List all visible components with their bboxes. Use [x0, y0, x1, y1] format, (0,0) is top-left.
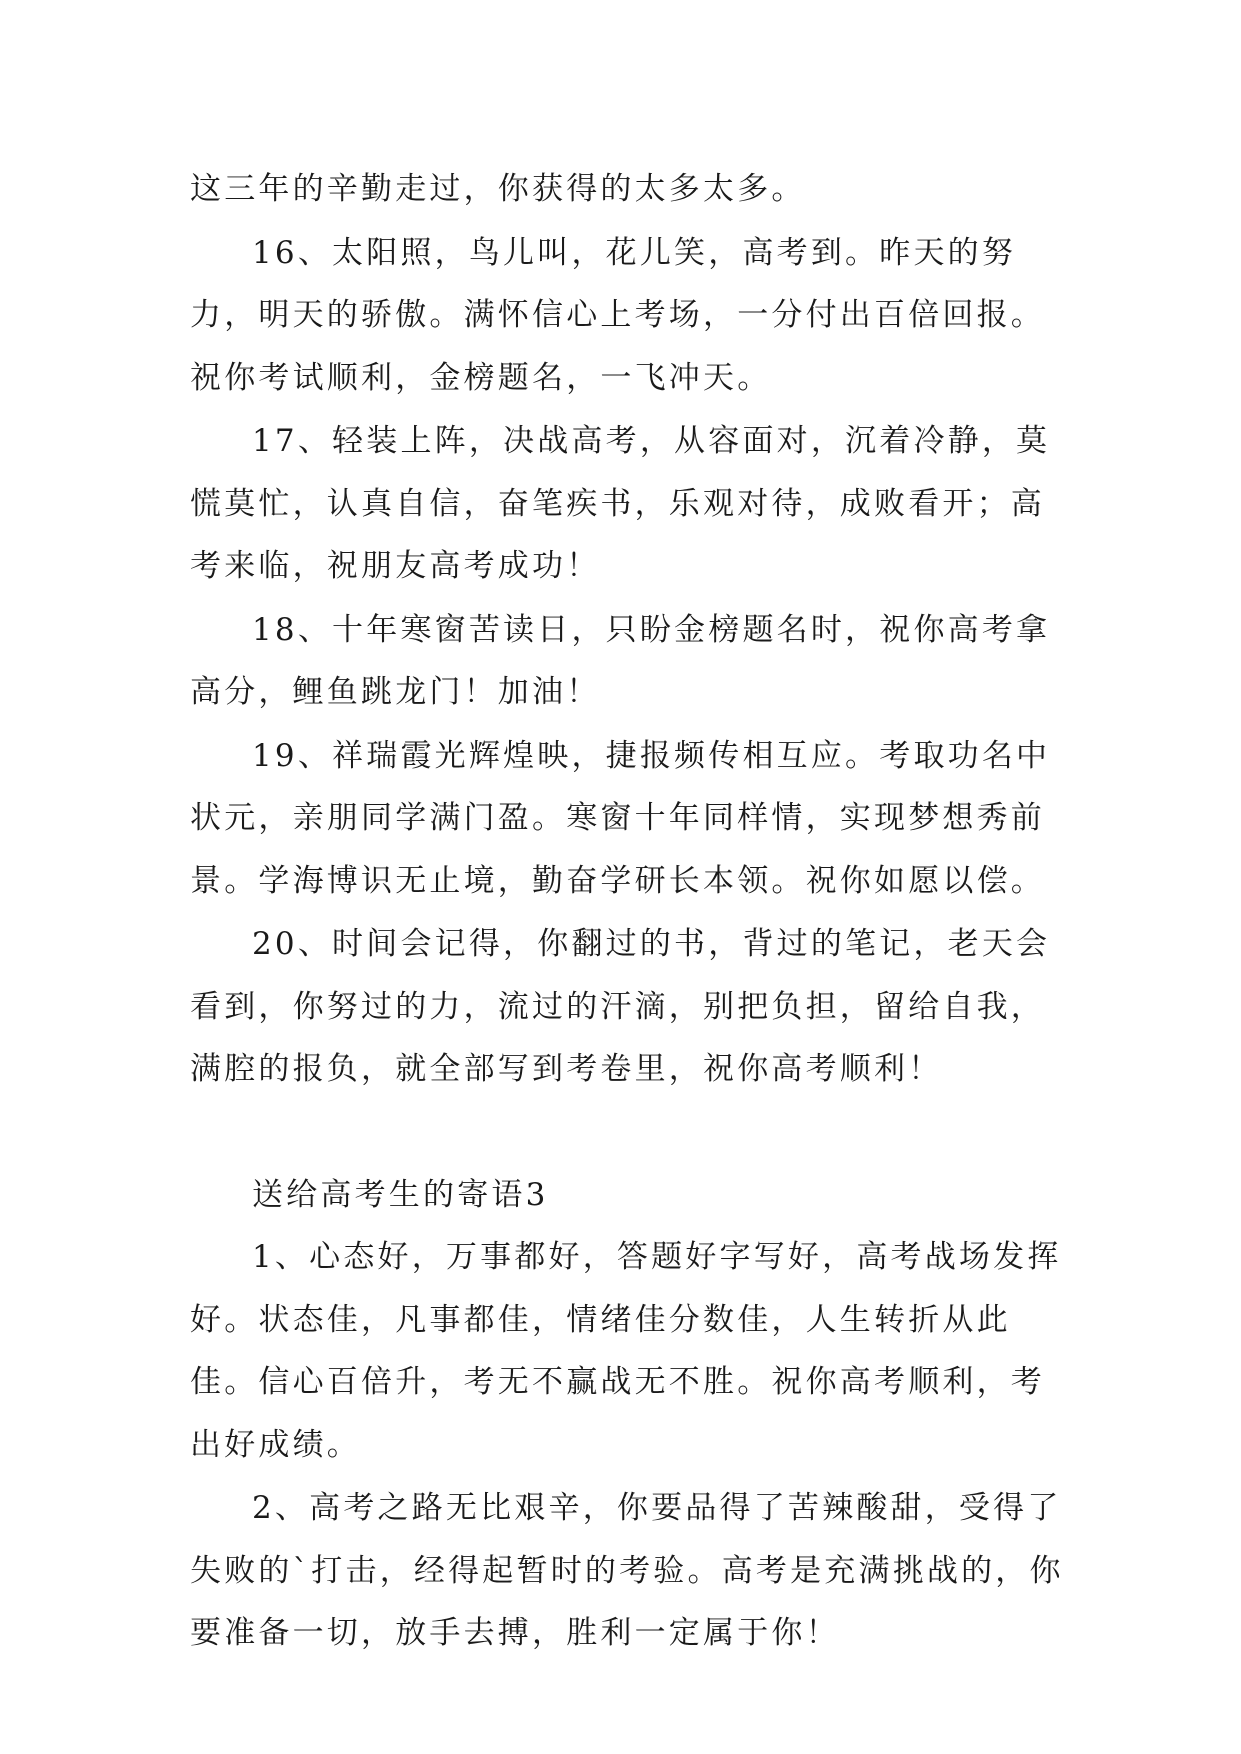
paragraph-item-1: 1、心态好，万事都好，答题好字写好，高考战场发挥好。状态佳，凡事都佳，情绪佳分数佳，人生转折从此佳。信心百倍升，考无不赢战无不胜。祝你高考顺利，考出好成绩。	[190, 1239, 1062, 1463]
paragraph-item-20: 20、时间会记得，你翻过的书，背过的笔记，老天会看到，你努过的力，流过的汗滴，别把负担，留给自我，满腔的报负，就全部写到考卷里，祝你高考顺利！	[190, 926, 1051, 1087]
paragraph-item-17: 17、轻装上阵，决战高考，从容面对，沉着冷静，莫慌莫忙，认真自信，奋笔疾书，乐观对待，成败看开；高考来临，祝朋友高考成功！	[190, 423, 1051, 584]
section-title: 送给高考生的寄语3	[252, 1176, 549, 1213]
document-body	[190, 158, 1070, 1666]
paragraph-item-19: 19、祥瑞霞光辉煌映，捷报频传相互应。考取功名中状元，亲朋同学满门盈。寒窗十年同样情，实现梦想秀前景。学海博识无止境，勤奋学研长本领。祝你如愿以偿。	[190, 737, 1051, 899]
paragraph-item-18: 18、十年寒窗苦读日，只盼金榜题名时，祝你高考拿高分，鲤鱼跳龙门！加油！	[190, 611, 1051, 710]
paragraph-item-2: 2、高考之路无比艰辛，你要品得了苦辣酸甜，受得了失败的`打击，经得起暂时的考验。高考是充满挑战的，你要准备一切，放手去搏，胜利一定属于你！	[190, 1490, 1064, 1651]
section-spacer	[190, 1102, 1070, 1164]
paragraph-item-16: 16、太阳照，鸟儿叫，花儿笑，高考到。昨天的努力，明天的骄傲。满怀信心上考场，一分付出百倍回报。祝你考试顺利，金榜题名，一飞冲天。	[190, 234, 1045, 396]
paragraph-continuation: 这三年的辛勤走过，你获得的太多太多。	[190, 171, 806, 207]
